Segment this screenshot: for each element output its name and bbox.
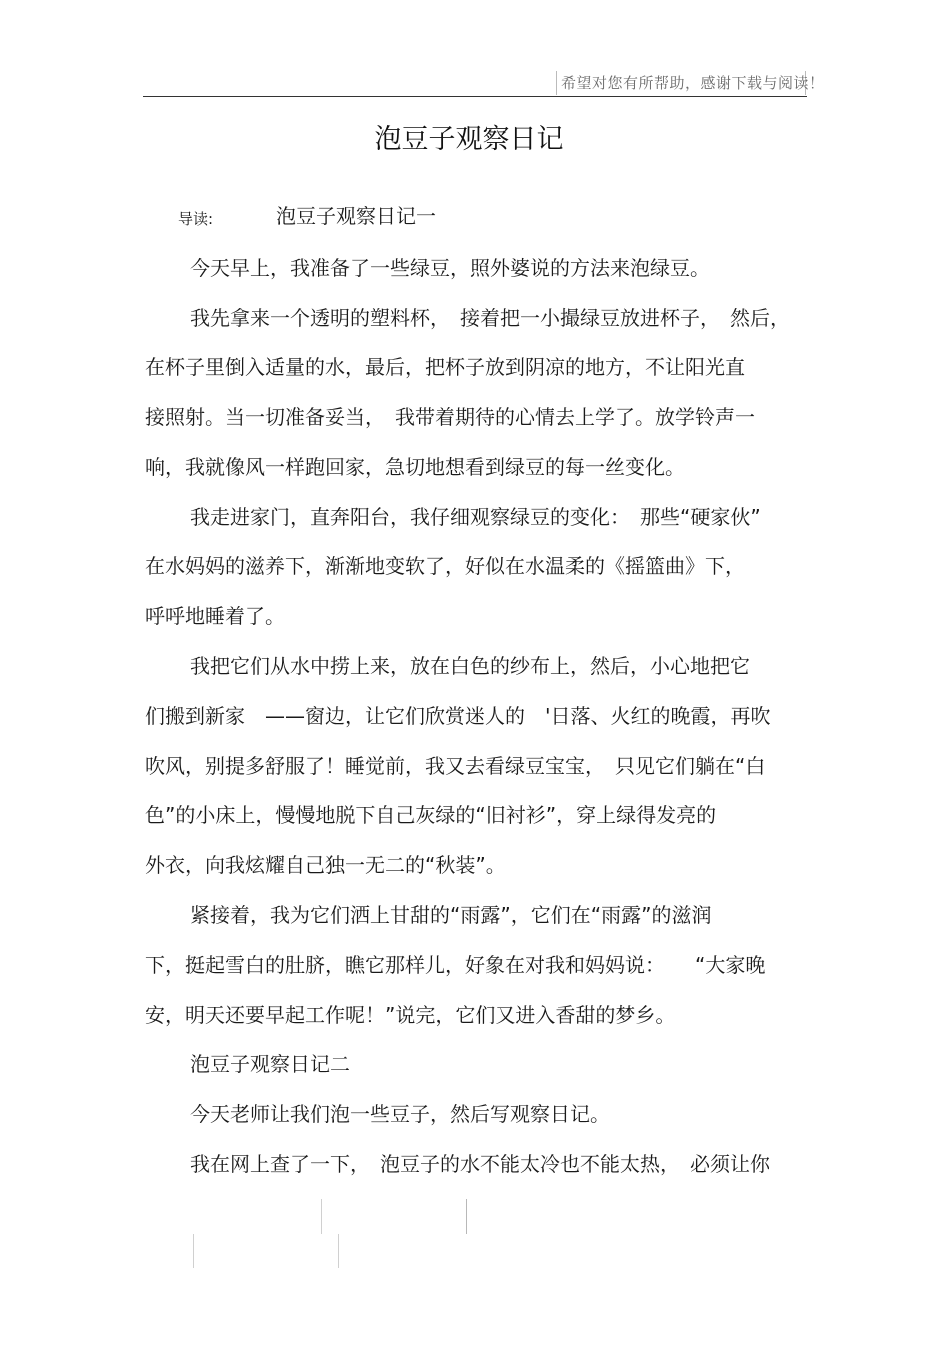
paragraph-line: 紧接着，我为它们洒上甘甜的“雨露”，它们在“雨露”的滋润: [190, 903, 712, 927]
paragraph-line: 吹风，别提多舒服了！睡觉前，我又去看绿豆宝宝， 只见它们躺在“白: [145, 754, 766, 778]
document-title: 泡豆子观察日记: [374, 124, 564, 155]
table-border-mark: [338, 1234, 339, 1268]
paragraph-line: 今天老师让我们泡一些豆子，然后写观察日记。: [190, 1102, 610, 1126]
guide-title: 泡豆子观察日记一: [276, 204, 436, 228]
header-note: 希望对您有所帮助，感谢下载与阅读！: [556, 71, 806, 95]
table-border-mark: [321, 1199, 322, 1234]
paragraph-line: 下，挺起雪白的肚脐，瞧它那样儿，好象在对我和妈妈说： “大家晚: [145, 953, 766, 977]
paragraph-line: 我在网上查了一下， 泡豆子的水不能太冷也不能太热， 必须让你: [190, 1152, 770, 1176]
table-border-mark: [466, 1199, 467, 1234]
paragraph-line: 安，明天还要早起工作呢！”说完，它们又进入香甜的梦乡。: [145, 1003, 676, 1027]
section-heading: 泡豆子观察日记二: [190, 1052, 350, 1076]
header-rule: [143, 96, 807, 97]
paragraph-line: 我把它们从水中捞上来，放在白色的纱布上，然后，小心地把它: [190, 654, 750, 678]
table-border-mark: [193, 1234, 194, 1268]
paragraph-line: 响，我就像风一样跑回家，急切地想看到绿豆的每一丝变化。: [145, 455, 685, 479]
paragraph-line: 们搬到新家 ——窗边，让它们欣赏迷人的 '日落、火红的晚霞，再吹: [145, 704, 771, 728]
paragraph-line: 呼呼地睡着了。: [145, 604, 285, 628]
paragraph-line: 在水妈妈的滋养下，渐渐地变软了，好似在水温柔的《摇篮曲》下，: [145, 554, 745, 578]
paragraph-line: 接照射。当一切准备妥当， 我带着期待的心情去上学了。放学铃声一: [145, 405, 755, 429]
paragraph-line: 在杯子里倒入适量的水，最后，把杯子放到阴凉的地方，不让阳光直: [145, 355, 745, 379]
paragraph-line: 色”的小床上，慢慢地脱下自己灰绿的“旧衬衫”，穿上绿得发亮的: [145, 803, 717, 827]
paragraph-line: 今天早上，我准备了一些绿豆，照外婆说的方法来泡绿豆。: [190, 256, 710, 280]
paragraph-line: 外衣，向我炫耀自己独一无二的“秋装”。: [145, 853, 506, 877]
paragraph-line: 我先拿来一个透明的塑料杯， 接着把一小撮绿豆放进杯子， 然后，: [190, 306, 790, 330]
paragraph-line: 我走进家门，直奔阳台，我仔细观察绿豆的变化： 那些“硬家伙”: [190, 505, 761, 529]
guide-label: 导读:: [178, 210, 214, 228]
